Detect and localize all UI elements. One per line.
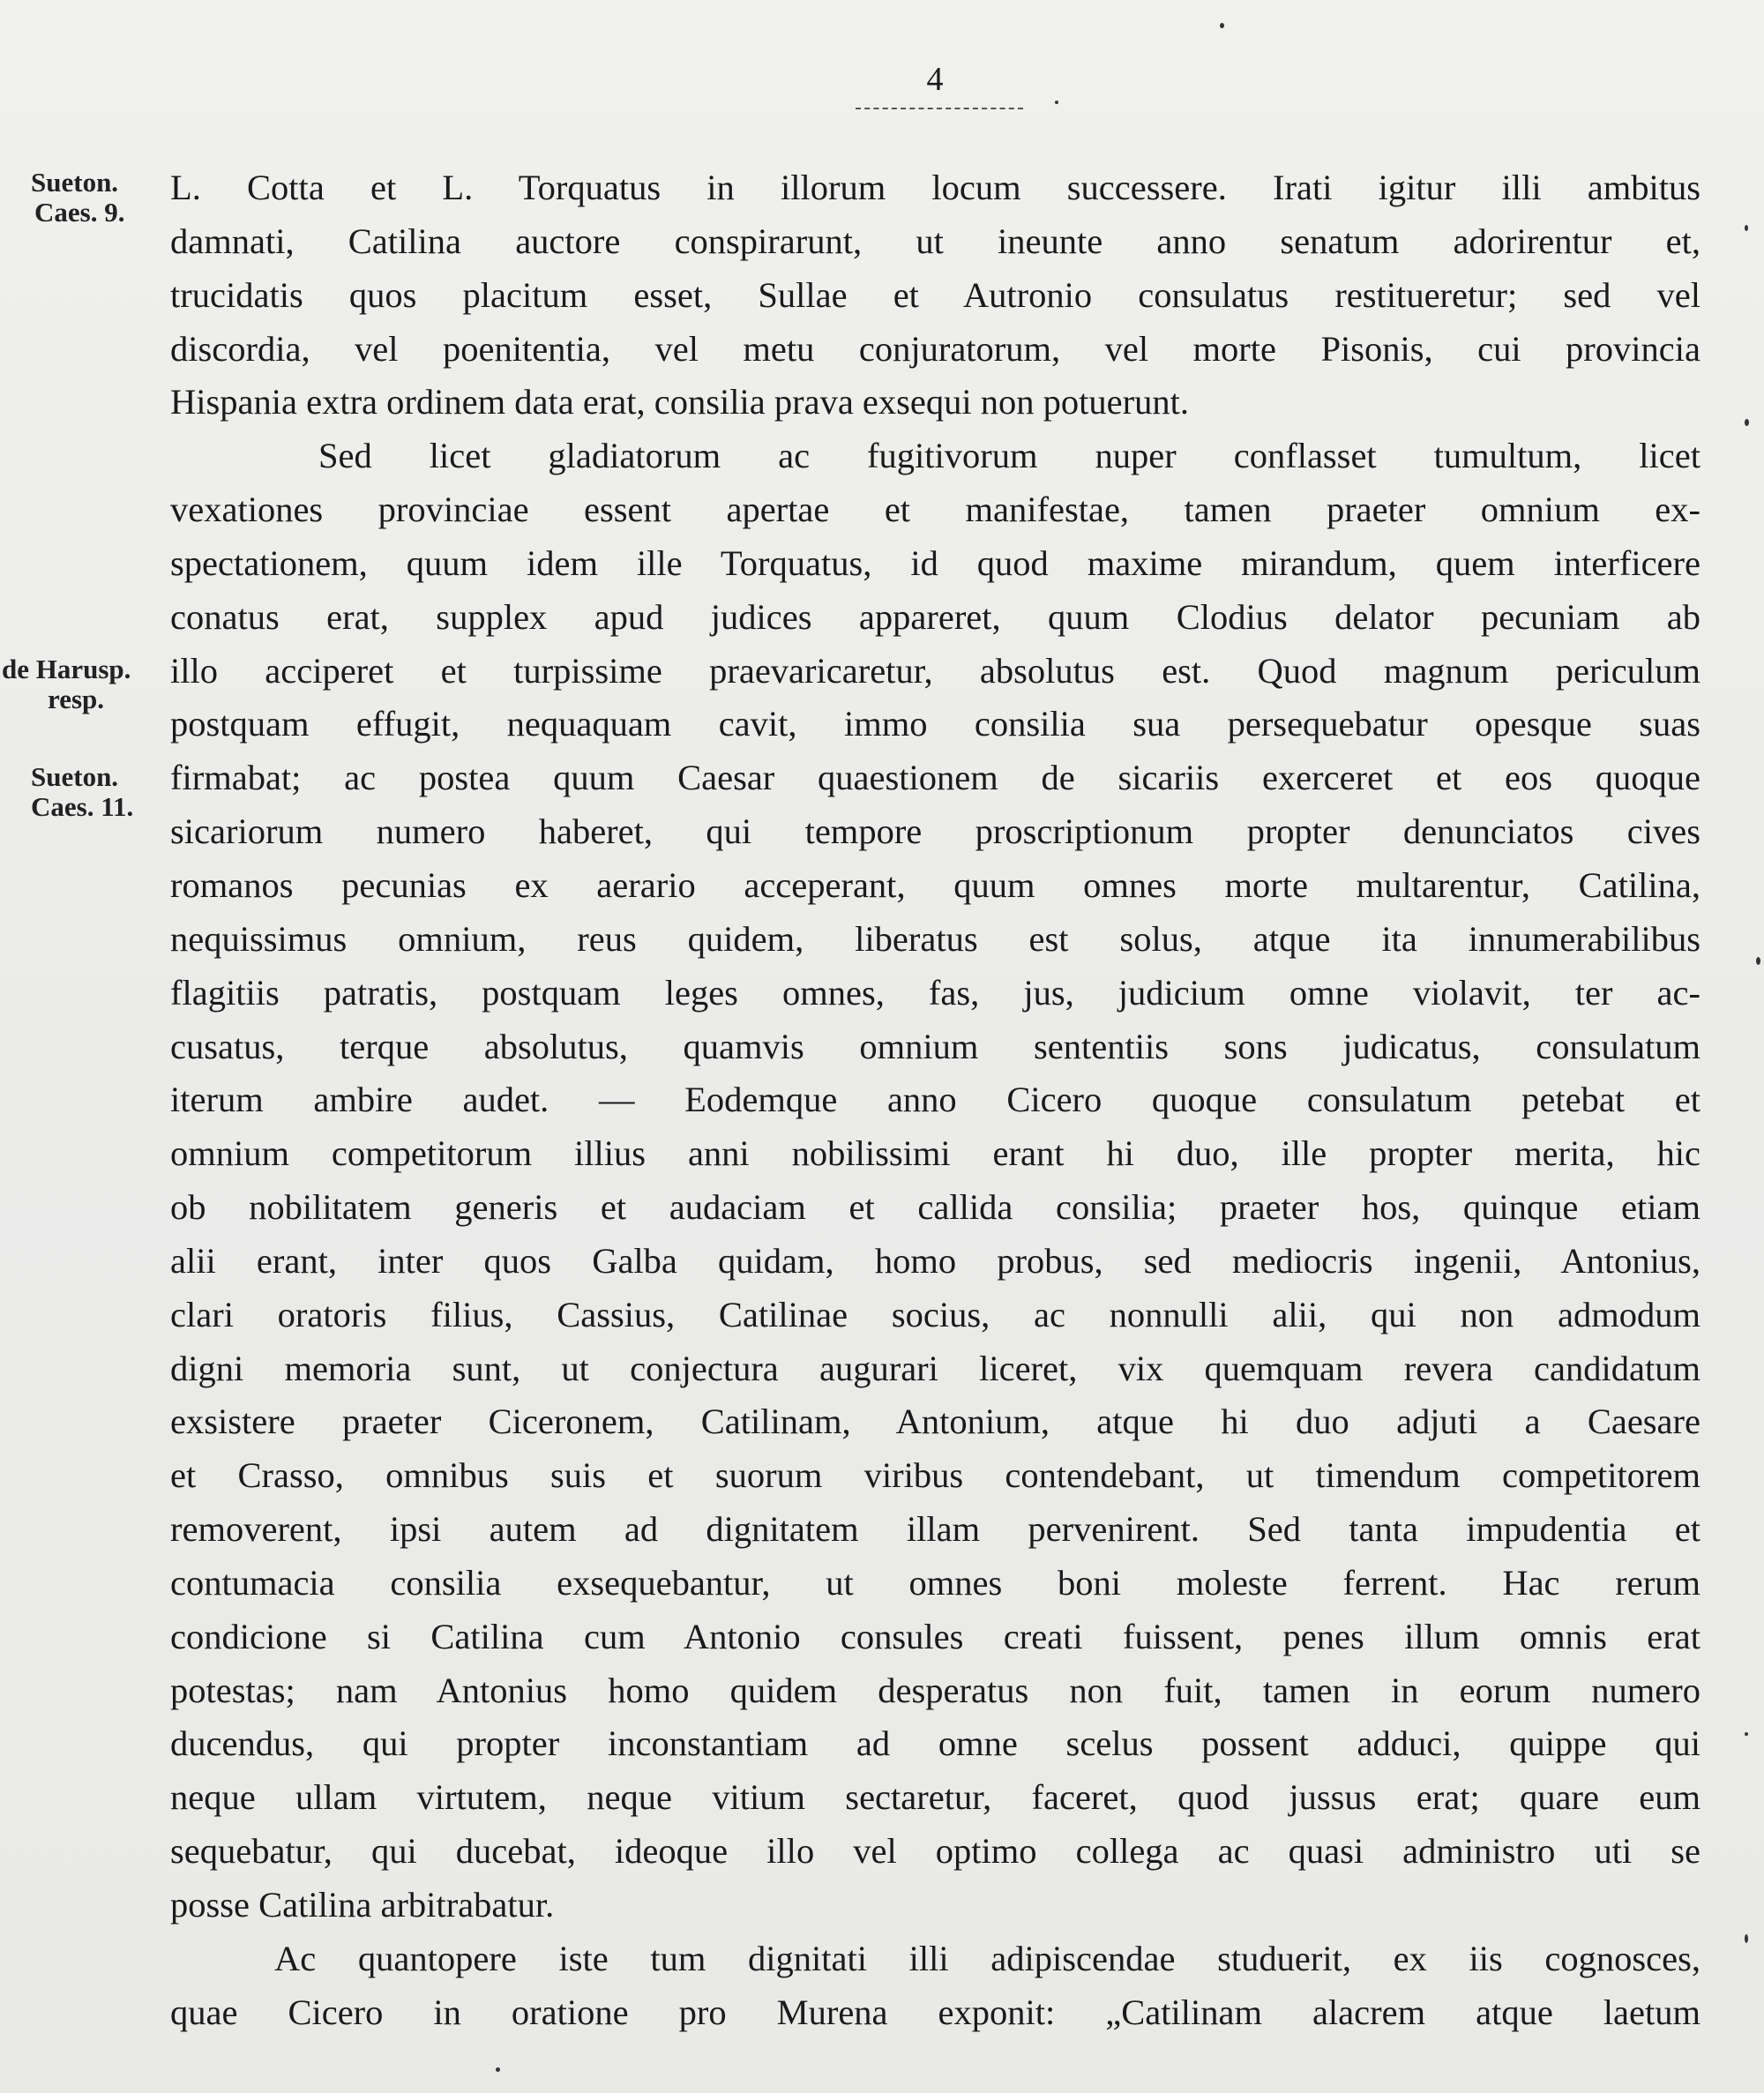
margin-note-sueton-9 xyxy=(31,168,124,228)
print-speck xyxy=(496,2067,500,2072)
margin-note-line: de Harusp. xyxy=(2,654,131,684)
margin-note-harusp xyxy=(2,654,131,714)
text-line: discordia, vel poenitentia, vel metu conjuratorum, vel morte Pisonis, cui provincia xyxy=(170,328,1700,369)
body-text xyxy=(170,161,1700,2040)
text-line: romanos pecunias ex aerario acceperant, quum omnes morte multarentur, Catilina, xyxy=(170,864,1700,905)
print-speck xyxy=(1745,1934,1748,1943)
text-line: sequebatur, qui ducebat, ideoque illo vel optimo collega ac quasi administro uti se xyxy=(170,1831,1700,1872)
margin-note-line: resp. xyxy=(48,684,105,714)
text-line: ob nobilitatem generis et audaciam et callida consilia; praeter hos, quinque etiam xyxy=(170,1187,1700,1228)
print-speck xyxy=(1220,23,1224,28)
text-line: Ac quantopere iste tum dignitati illi adipiscendae studuerit, ex iis cognosces, xyxy=(274,1938,1700,1978)
page-number-rule xyxy=(856,108,1023,109)
print-speck xyxy=(1756,957,1760,965)
text-line: potestas; nam Antonius homo quidem desperatus non fuit, tamen in eorum numero xyxy=(170,1670,1700,1710)
text-line: firmabat; ac postea quum Caesar quaestionem de sicariis exerceret et eos quoque xyxy=(170,758,1700,798)
margin-note-line: Caes. 9. xyxy=(34,197,125,228)
text-line: postquam effugit, nequaquam cavit, immo consilia sua persequebatur opesque suas xyxy=(170,704,1700,744)
text-line: condicione si Catilina cum Antonio consules creati fuissent, penes illum omnis erat xyxy=(170,1616,1700,1656)
print-speck xyxy=(1745,1732,1748,1736)
text-line: posse Catilina arbitrabatur. xyxy=(170,1885,555,1925)
margin-note-sueton-11 xyxy=(31,762,133,822)
margin-note-line: Sueton. xyxy=(31,761,119,792)
print-speck xyxy=(1745,419,1749,426)
text-line: quae Cicero in oratione pro Murena exponit: „Catilinam alacrem atque laetum xyxy=(170,1992,1700,2032)
text-line: removerent, ipsi autem ad dignitatem illam pervenirent. Sed tanta impudentia et xyxy=(170,1509,1700,1550)
text-line: digni memoria sunt, ut conjectura augurari liceret, vix quemquam revera candidatum xyxy=(170,1348,1700,1388)
text-line: nequissimus omnium, reus quidem, liberatus est solus, atque ita innumerabilibus xyxy=(170,918,1700,959)
text-line: iterum ambire audet. — Eodemque anno Cicero quoque consulatum petebat et xyxy=(170,1080,1700,1120)
text-line: contumacia consilia exsequebantur, ut omnes boni moleste ferrent. Hac rerum xyxy=(170,1562,1700,1603)
text-line: spectationem, quum idem ille Torquatus, id quod maxime mirandum, quem interficere xyxy=(170,542,1700,583)
text-line: sicariorum numero haberet, qui tempore proscriptionum propter denunciatos cives xyxy=(170,811,1700,852)
text-line: conatus erat, supplex apud judices appareret, quum Clodius delator pecuniam ab xyxy=(170,596,1700,637)
page-number: 4 xyxy=(926,61,944,98)
text-line: Sed licet gladiatorum ac fugitivorum nuper conflasset tumultum, licet xyxy=(318,436,1700,476)
text-line: flagitiis patratis, postquam leges omnes, fas, jus, judicium omne violavit, ter ac- xyxy=(170,972,1700,1013)
print-speck xyxy=(1745,225,1748,231)
margin-note-line: Caes. 11. xyxy=(31,791,134,822)
text-line: alii erant, inter quos Galba quidam, homo probus, sed mediocris ingenii, Antonius, xyxy=(170,1240,1700,1281)
margin-note-line: Sueton. xyxy=(31,167,119,198)
text-line: neque ullam virtutem, neque vitium sectaretur, faceret, quod jussus erat; quare eum xyxy=(170,1777,1700,1818)
text-line: vexationes provinciae essent apertae et manifestae, tamen praeter omnium ex- xyxy=(170,490,1700,530)
text-line: et Crasso, omnibus suis et suorum viribus contendebant, ut timendum competitorem xyxy=(170,1455,1700,1496)
text-line: clari oratoris filius, Cassius, Catilinae socius, ac nonnulli alii, qui non admodum xyxy=(170,1294,1700,1334)
text-line: omnium competitorum illius anni nobilissimi erant hi duo, ille propter merita, hic xyxy=(170,1133,1700,1174)
text-line: Hispania extra ordinem data erat, consilia prava exsequi non potuerunt. xyxy=(170,382,1189,422)
text-line: ducendus, qui propter inconstantiam ad omne scelus possent adduci, quippe qui xyxy=(170,1723,1700,1764)
text-line: damnati, Catilina auctore conspirarunt, ut ineunte anno senatum adorirentur et, xyxy=(170,221,1700,261)
text-line: exsistere praeter Ciceronem, Catilinam, Antonium, atque hi duo adjuti a Caesare xyxy=(170,1402,1700,1442)
text-line: L. Cotta et L. Torquatus in illorum locum successere. Irati igitur illi ambitus xyxy=(170,168,1700,207)
print-speck xyxy=(1055,101,1058,104)
text-line: illo acciperet et turpissime praevaricaretur, absolutus est. Quod magnum periculum xyxy=(170,650,1700,691)
text-line: cusatus, terque absolutus, quamvis omnium sententiis sons judicatus, consulatum xyxy=(170,1026,1700,1066)
text-line: trucidatis quos placitum esset, Sullae et Autronio consulatus restitueretur; sed vel xyxy=(170,274,1700,315)
